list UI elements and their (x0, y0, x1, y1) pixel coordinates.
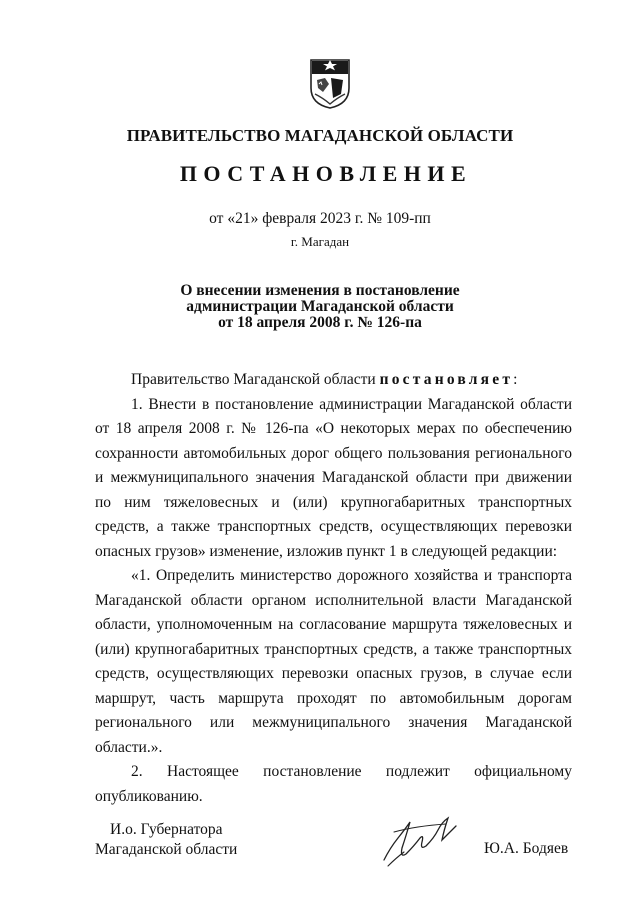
coat-of-arms-icon (309, 58, 351, 110)
document-body (95, 368, 572, 809)
position-line: И.о. Губернатора (110, 821, 223, 838)
signatory-name: Ю.А. Бодяев (484, 840, 569, 857)
intro-prefix: Правительство Магаданской области (131, 371, 380, 388)
paragraph-1: 1. Внести в постановление администрации Магаданской области от 18 апреля 2008 г. № 126-па «О некоторых мерах по обеспечению сохранности автомобильных дорог общего пользования регионального и межмуниципального значения Магаданской области при движении по ним тяжеловесных и (или) крупногабаритных транспортных средств, а также транспортных средств, осуществляющих перевозки опасных грузов» изменение, изложив пункт 1 в следующей редакции: (95, 395, 572, 560)
signature-icon (376, 808, 466, 870)
subject-line: администрации Магаданской области (186, 298, 454, 315)
paragraph-3-line-2: опубликованию. (95, 787, 203, 805)
document-date-number: от «21» февраля 2023 г. № 109-пп (209, 210, 431, 227)
document-subject (0, 283, 640, 331)
paragraph-2: «1. Определить министерство дорожного хозяйства и транспорта Магаданской области органом исполнительной власти Магаданской области, уполномоченным на согласование маршрута тяжеловесных и (или) крупногабаритных транспортных средств, а также транспортных средств, осуществляющих перевозки опасных грузов, в случае если маршрут, часть маршрута проходят по автомобильным дорогам регионального или межмуниципального значения Магаданской области.». (95, 567, 572, 756)
intro-paragraph (95, 368, 572, 393)
document-city: г. Магадан (290, 234, 350, 249)
document-type: ПОСТАНОВЛЕНИЕ (179, 161, 473, 186)
subject-line: О внесении изменения в постановление (180, 282, 460, 299)
subject-line: от 18 апреля 2008 г. № 126-па (218, 314, 422, 331)
paragraph-3-line-1: 2. Настоящее постановление подлежит официальному (131, 763, 572, 780)
government-title: ПРАВИТЕЛЬСТВО МАГАДАНСКОЙ ОБЛАСТИ (126, 126, 514, 145)
signatory-position (95, 820, 237, 860)
intro-emphasis: постановляет (379, 371, 514, 388)
position-line: Магаданской области (95, 841, 238, 858)
intro-suffix: : (513, 371, 518, 388)
